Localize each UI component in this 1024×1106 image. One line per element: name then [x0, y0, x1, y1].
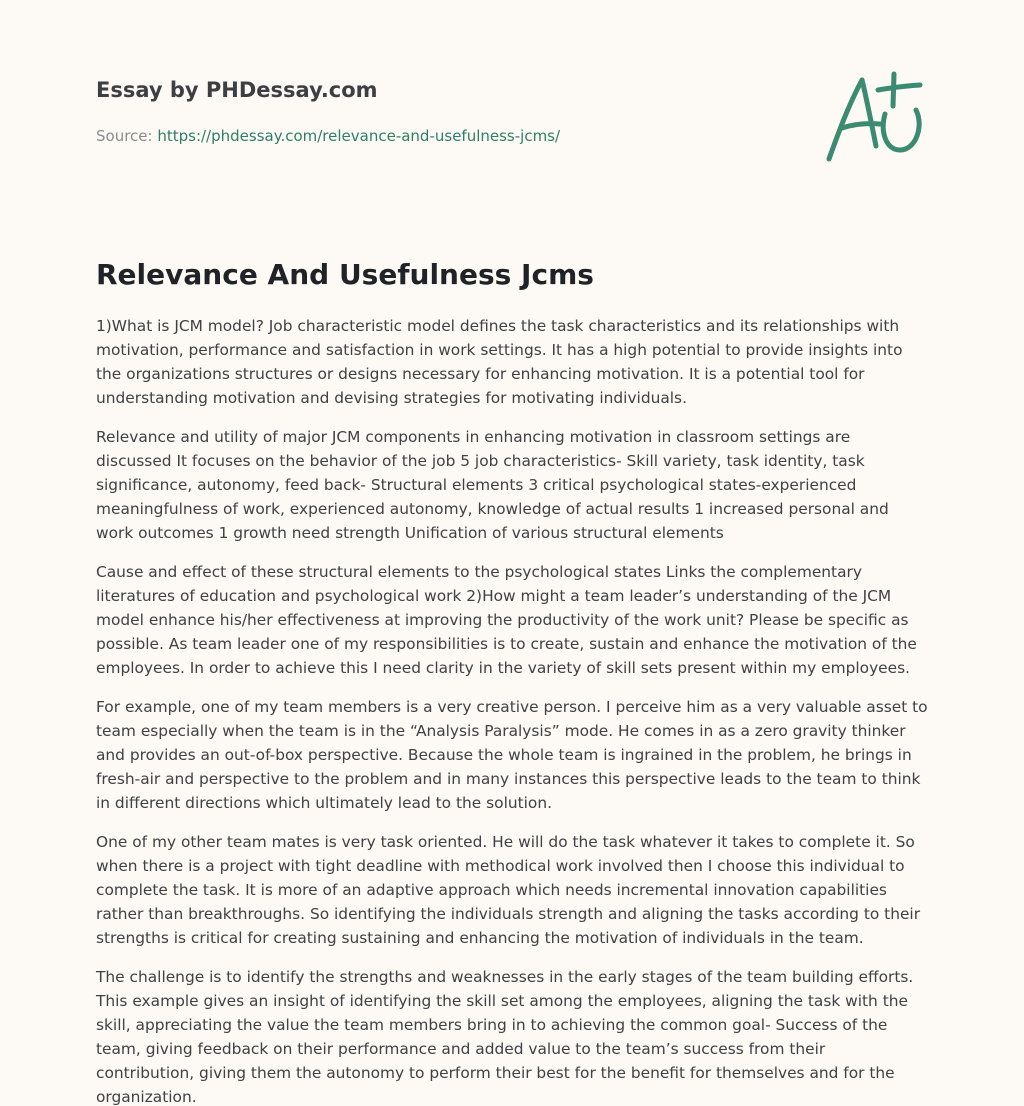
swoosh-stroke — [883, 110, 919, 150]
essay-paragraph: Cause and effect of these structural elements to the psychological states Links the complementary literatures of education and psychological work 2)How might a team leader’s understanding of the JCM model enhance his/her effectiveness at improving the productivity of the work unit? Please be specific as possible. As team leader one of my responsibilities is to create, sustain and enhance the motivation of the employees. In order to achieve this I need clarity in the variety of skill sets present within my employees. — [96, 563, 917, 677]
a-plus-logo-svg — [822, 66, 928, 166]
a-plus-grade-icon — [822, 66, 928, 166]
essay-paragraph: For example, one of my team members is a very creative person. I perceive him as a very valuable asset to team especially when the team is in the “Analysis Paralysis” mode. He comes in as a zero gravity thinker and provides an out-of-box perspective. Because the whole team is ingrained in the problem, he brings in fresh-air and perspective to the problem and in many instances this perspective leads to the team to think in different directions which ultimately lead to the solution. — [96, 698, 928, 812]
site-title: Essay by PHDessay.com — [96, 78, 378, 102]
essay-paragraph: The challenge is to identify the strengths and weaknesses in the early stages of the team building efforts. This example gives an insight of identifying the skill set among the employees, aligning the task with the skill, appreciating the value the team members bring in to achieving the common goal- Success of the team, giving feedback on their performance and added value to the team’s success from their contribution, giving them the autonomy to perform their best for the benefit for themselves and for the organization. — [96, 968, 914, 1106]
letter-a-left-stroke — [829, 80, 862, 159]
essay-paragraph: One of my other team mates is very task oriented. He will do the task whatever it takes to complete it. So when there is a project with tight deadline with methodical work involved then I choose this individual to complete the task. It is more of an adaptive approach which needs incremental innovation capabilities rather than breakthroughs. So identifying the individuals strength and aligning the tasks according to their strengths is critical for creating sustaining and enhancing the motivation of individuals in the team. — [96, 833, 921, 947]
source-line — [96, 126, 928, 146]
plus-horizontal-stroke — [878, 85, 920, 90]
essay-paragraph: 1)What is JCM model? Job characteristic model defines the task characteristics and its relationships with motivation, performance and satisfaction in work settings. It has a high potential to provide insights into the organizations structures or designs necessary for enhancing motivation. It is a potential tool for understanding motivation and devising strategies for motivating individuals. — [96, 317, 903, 407]
source-link[interactable]: https://phdessay.com/relevance-and-usefulness-jcms/ — [157, 127, 561, 145]
letter-a-right-stroke — [862, 80, 876, 146]
essay-body — [96, 314, 928, 1106]
source-label: Source: — [96, 127, 158, 145]
page-header — [96, 76, 928, 146]
essay-title: Relevance And Usefulness Jcms — [96, 258, 594, 291]
essay-paragraph: Relevance and utility of major JCM components in enhancing motivation in classroom settings are discussed It focuses on the behavior of the job 5 job characteristics- Skill variety, task identity, task significance, autonomy, feed back- Structural elements 3 critical psychological states-experienced meaningfulness of work, experienced autonomy, knowledge of actual results 1 increased personal and work outcomes 1 growth need strength Unification of various structural elements — [96, 428, 889, 542]
